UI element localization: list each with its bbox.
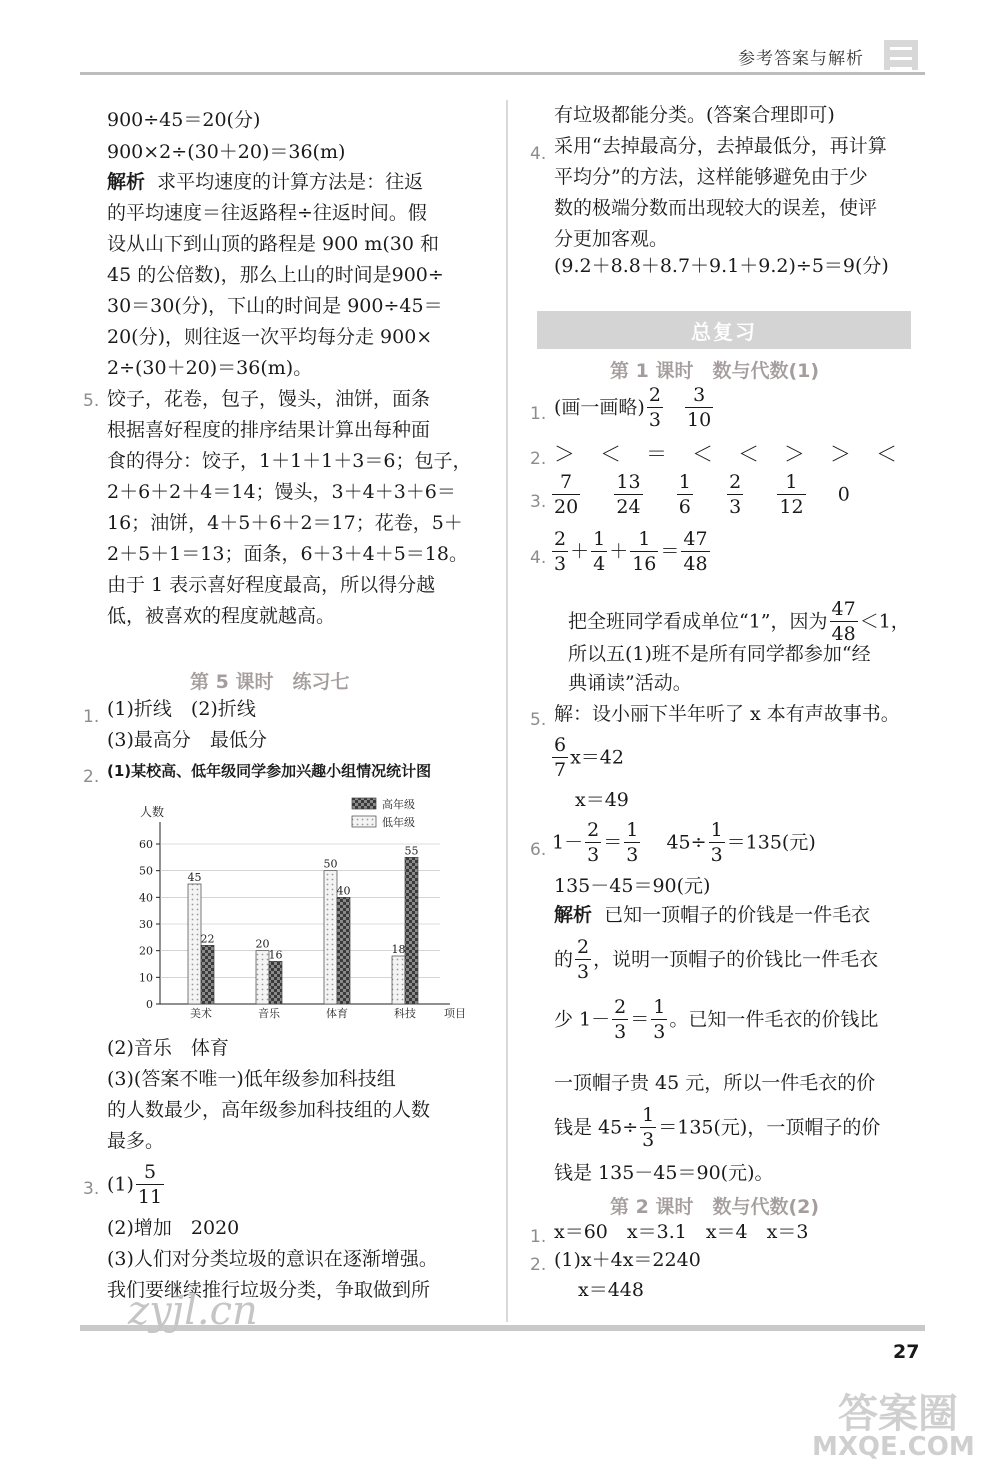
answer-line: (9.2＋8.8＋8.7＋9.1＋9.2)÷5＝9(分)	[554, 255, 889, 277]
answer-line: 最多。	[107, 1130, 165, 1152]
watermark: 答案圈	[838, 1391, 958, 1437]
lesson-heading: 第 1 课时 数与代数(1)	[610, 360, 820, 382]
question-number: 5.	[530, 710, 547, 730]
analysis-line: 45 的公倍数)，那么上山的时间是900÷	[107, 264, 444, 286]
chart-caption: (1)某校高、低年级同学参加兴趣小组情况统计图	[107, 762, 432, 780]
header-title: 参考答案与解析	[738, 49, 864, 69]
answer-line: 低，被喜欢的程度就越高。	[107, 605, 336, 627]
answer-line: $\frac{6}{7}$ x＝42	[554, 734, 624, 781]
fraction: $\frac{6}{7}$	[554, 734, 567, 781]
bar	[188, 884, 201, 1004]
bar	[256, 951, 269, 1004]
question-number: 1.	[530, 1227, 547, 1247]
analysis-line	[554, 903, 870, 927]
category-label: 音乐	[258, 1007, 280, 1020]
calc-line-2: 900×2÷(30＋20)＝36(m)	[107, 141, 346, 163]
data-label: 22	[200, 932, 215, 946]
answer-line: 典诵读”活动。	[568, 672, 692, 694]
answer-line: (3)人们对分类垃圾的意识在逐渐增强。	[107, 1248, 438, 1270]
question-number: 3.	[530, 492, 547, 512]
answer-line: (1)折线 (2)折线	[107, 698, 256, 720]
analysis-line	[107, 170, 423, 194]
question-number: 1.	[83, 707, 100, 727]
fraction: $\frac{1}{16}$	[632, 528, 657, 575]
y-tick-label: 60	[139, 838, 153, 851]
bar	[269, 961, 282, 1004]
data-label: 20	[255, 937, 270, 951]
fraction: $\frac{1}{3}$	[653, 996, 666, 1043]
y-tick-label: 20	[139, 944, 153, 958]
book-icon	[884, 40, 918, 70]
question-number: 1.	[530, 404, 547, 424]
question-number: 4.	[530, 144, 547, 164]
analysis-label: 解析	[554, 904, 593, 926]
y-tick-label: 30	[139, 918, 153, 931]
fraction: $\frac{2}{3}$	[648, 384, 661, 431]
legend-label: 高年级	[382, 798, 415, 811]
answer-line: (3)最高分 最低分	[107, 729, 267, 751]
question-number: 5.	[83, 391, 100, 411]
answer-line: 饺子，花卷，包子，馒头，油饼，面条	[107, 388, 431, 410]
y-tick-label: 50	[139, 864, 153, 878]
analysis-line: 20(分)，则往返一次平均每分走 900×	[107, 326, 433, 348]
question-number: 4.	[530, 548, 547, 568]
data-label: 50	[323, 857, 338, 871]
answer-line: (3)(答案不唯一)低年级参加科技组	[107, 1068, 396, 1090]
bar	[405, 857, 418, 1004]
answer-line: $\frac{2}{3}$ ＋ $\frac{1}{4}$ ＋ $\frac{1}{16}$ ＝ $\frac{47}{48}$	[554, 528, 708, 575]
fraction: $\frac{7}{20}$	[554, 471, 579, 518]
fraction: $\frac{2}{3}$	[729, 471, 742, 518]
analysis-line: 的平均速度＝往返路程÷往返时间。假	[107, 202, 427, 224]
question-number: 2.	[83, 767, 100, 787]
bar	[337, 897, 350, 1004]
page-number: 27	[893, 1341, 920, 1363]
answer-line: 16；油饼，4＋5＋6＋2＝17；花卷，5＋	[107, 512, 463, 534]
lesson-heading: 第 5 课时 练习七	[190, 671, 350, 693]
bar	[392, 956, 405, 1004]
header-rule	[80, 72, 925, 75]
answer-line: 根据喜好程度的排序结果计算出每种面	[107, 419, 431, 441]
lesson-heading: 第 2 课时 数与代数(2)	[610, 1196, 820, 1218]
fraction: $\frac{47}{48}$	[683, 528, 708, 575]
legend-label: 低年级	[382, 816, 415, 829]
y-tick-label: 10	[139, 971, 153, 985]
answer-line: 采用“去掉最高分，去掉最低分，再计算	[554, 135, 887, 157]
data-label: 55	[404, 844, 419, 858]
analysis-line: 30＝30(分)，下山的时间是 900÷45＝	[107, 295, 443, 317]
category-label: 体育	[326, 1007, 348, 1020]
fraction: $\frac{2}{3}$	[587, 819, 600, 866]
analysis-line: 钱是 135－45＝90(元)。	[554, 1162, 774, 1184]
question-number: 2.	[530, 1255, 547, 1275]
answer-line: 2＋6＋2＋4＝14；馒头，3＋4＋3＋6＝	[107, 481, 456, 503]
fraction: $\frac{1}{12}$	[779, 471, 804, 518]
fraction: $\frac{2}{3}$	[577, 936, 590, 983]
answer-line: 把全班同学看成单位“1”，因为 $\frac{47}{48}$ ＜1，	[568, 598, 910, 645]
answer-line: 数的极端分数而出现较大的误差，使评	[554, 197, 878, 219]
answer-line: 的人数最少，高年级参加科技组的人数	[107, 1099, 431, 1121]
analysis-line: 一顶帽子贵 45 元，所以一件毛衣的价	[554, 1072, 876, 1094]
data-label: 16	[268, 948, 283, 962]
comparison-answers: ＞ ＜ ＝ ＜ ＜ ＞ ＞ ＜	[554, 442, 899, 466]
calc-line-1: 900÷45＝20(分)	[107, 109, 261, 131]
answer-line: x＝49	[575, 789, 629, 811]
category-label: 科技	[394, 1007, 416, 1020]
legend-swatch	[352, 798, 376, 809]
answer-line: 食的得分：饺子，1＋1＋1＋3＝6；包子，	[107, 450, 472, 472]
legend-swatch	[352, 816, 376, 827]
fraction: $\frac{47}{48}$	[831, 598, 856, 645]
fraction: $\frac{1}{6}$	[678, 471, 691, 518]
answer-line: 1－ $\frac{2}{3}$ ＝ $\frac{1}{3}$ 45÷ $\frac{1}{3}$ ＝135(元)	[552, 819, 816, 866]
fraction: $\frac{2}{3}$	[554, 528, 567, 575]
fraction: $\frac{5}{11}$	[137, 1161, 163, 1208]
x-axis-label: 项目	[444, 1007, 466, 1020]
analysis-line: 设从山下到山顶的路程是 900 m(30 和	[107, 233, 439, 255]
answer-line: (1) $\frac{5}{11}$	[107, 1161, 163, 1208]
answer-line: (2)增加 2020	[107, 1217, 240, 1239]
answer-line: 平均分”的方法，这样能够避免由于少	[554, 166, 868, 188]
answer-line: (2)音乐 体育	[107, 1037, 229, 1059]
y-tick-label: 40	[139, 891, 153, 905]
analysis-text: 已知一顶帽子的价钱是一件毛衣	[604, 904, 871, 926]
analysis-line: 钱是 45÷ $\frac{1}{3}$ ＝135(元)，一顶帽子的价	[554, 1104, 881, 1151]
data-label: 18	[391, 943, 406, 956]
answer-line: 我们要继续推行垃圾分类，争取做到所	[107, 1279, 431, 1301]
answer-line: 有垃圾都能分类。(答案合理即可)	[554, 104, 835, 126]
fraction: $\frac{13}{24}$	[616, 471, 641, 518]
answer-line: (1)x＋4x＝2240	[554, 1249, 701, 1271]
answer-line: 分更加客观。	[554, 228, 669, 250]
category-label: 美术	[190, 1007, 212, 1020]
answer-line: 解：设小丽下半年听了 x 本有声故事书。	[554, 703, 900, 725]
answer-line: x＝448	[578, 1279, 644, 1301]
watermark: MXQE.COM	[812, 1432, 975, 1462]
fraction: $\frac{1}{3}$	[626, 819, 639, 866]
bar-chart	[100, 782, 480, 1027]
analysis-line: 的 $\frac{2}{3}$ ，说明一顶帽子的价钱比一件毛衣	[554, 936, 879, 983]
bar	[324, 871, 337, 1004]
analysis-text: 求平均速度的计算方法是：往返	[157, 171, 424, 193]
question-number: 3.	[83, 1179, 100, 1199]
fraction: $\frac{1}{3}$	[642, 1104, 655, 1151]
bar	[201, 945, 214, 1004]
fraction: $\frac{1}{3}$	[710, 819, 723, 866]
column-divider	[506, 100, 508, 1322]
question-number: 6.	[530, 840, 547, 860]
question-number: 2.	[530, 449, 547, 469]
analysis-label: 解析	[107, 171, 146, 193]
answer-line: 由于 1 表示喜好程度最高，所以得分越	[107, 574, 436, 596]
data-label: 45	[187, 871, 202, 884]
fraction: $\frac{1}{4}$	[593, 528, 606, 575]
analysis-line: 少 1－ $\frac{2}{3}$ ＝ $\frac{1}{3}$ 。已知一件毛衣的价钱比	[554, 996, 879, 1043]
answer-line: (画一画略) $\frac{2}{3}$ $\frac{3}{10}$	[554, 384, 712, 431]
answer-line: x＝60 x＝3.1 x＝4 x＝3	[554, 1221, 809, 1243]
watermark: zyjl.cn	[128, 1288, 258, 1334]
answer-line: 2＋5＋1＝13；面条，6＋3＋4＋5＝18。	[107, 543, 468, 565]
answer-line: 所以五(1)班不是所有同学都参加“经	[568, 643, 871, 665]
answer-line: 135－45＝90(元)	[554, 875, 711, 897]
analysis-line: 2÷(30＋20)＝36(m)。	[107, 357, 313, 379]
fraction: $\frac{3}{10}$	[687, 384, 712, 431]
section-banner: 总复习	[537, 311, 911, 349]
answer-line: $\frac{7}{20}$ $\frac{13}{24}$ $\frac{1}{6}$ $\frac{2}{3}$ $\frac{1}{12}$ 0	[554, 471, 850, 518]
y-tick-label: 0	[146, 998, 153, 1011]
fraction: $\frac{2}{3}$	[614, 996, 627, 1043]
data-label: 40	[336, 884, 351, 898]
y-axis-label: 人数	[140, 805, 165, 819]
